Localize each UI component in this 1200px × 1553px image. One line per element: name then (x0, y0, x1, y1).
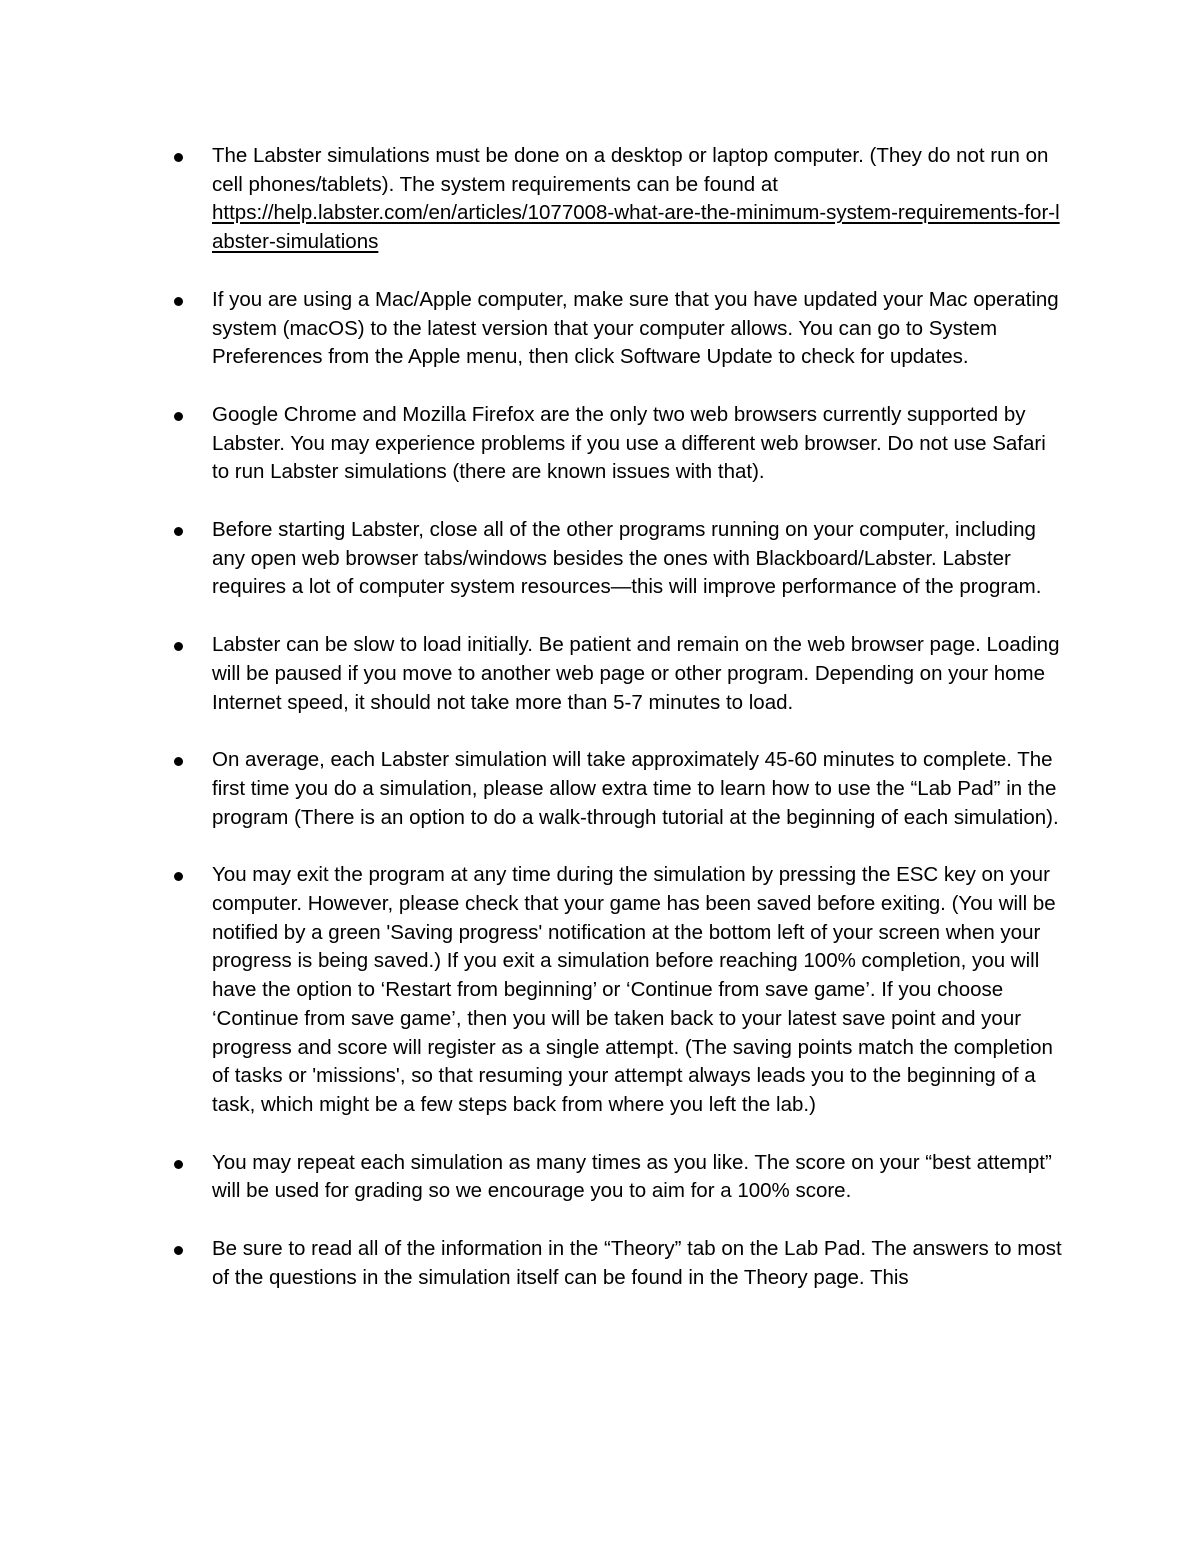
list-item-text: On average, each Labster simulation will take approximately 45-60 minutes to complete. The first time you do a simulation, please allow extra time to learn how to use the “Lab Pad” in the program (There is an option to do a walk-through tutorial at the beginning of each simulation). (212, 748, 1059, 829)
list-item (0, 286, 1062, 372)
bullet-icon (174, 757, 183, 766)
list-item-text: You may exit the program at any time during the simulation by pressing the ESC key on your computer. However, please check that your game has been saved before exiting. (You will be notified by a green 'Saving progress' notification at the bottom left of your screen when your progress is being saved.) If you exit a simulation before reaching 100% completion, you will have the option to ‘Restart from beginning’ or ‘Continue from save game’. If you choose ‘Continue from save game’, then you will be taken back to your latest save point and your progress and score will register as a single attempt. (The saving points match the completion of tasks or 'missions', so that resuming your attempt always leads you to the beginning of a task, which might be a few steps back from where you left the lab.) (212, 863, 1056, 1116)
list-item-text: Labster can be slow to load initially. Be patient and remain on the web browser page. Loading will be paused if you move to another web page or other program. Depending on your home Internet speed, it should not take more than 5-7 minutes to load. (212, 633, 1060, 714)
list-item (0, 1149, 1062, 1206)
list-item (0, 631, 1062, 717)
list-item-text: You may repeat each simulation as many times as you like. The score on your “best attempt” will be used for grading so we encourage you to aim for a 100% score. (212, 1150, 1052, 1203)
list-item-text: Be sure to read all of the information in the “Theory” tab on the Lab Pad. The answers to most of the questions in the simulation itself can be found in the Theory page. This (212, 1237, 1062, 1289)
bullet-icon (174, 642, 183, 651)
bullet-icon (174, 297, 183, 306)
list-item (0, 401, 1062, 487)
list-item-text: If you are using a Mac/Apple computer, make sure that you have updated your Mac operating system (macOS) to the latest version that your computer allows. You can go to System Preferences from the Apple menu, then click Software Update to check for updates. (212, 287, 1059, 369)
bullet-icon (174, 872, 183, 881)
bullet-icon (174, 1160, 183, 1169)
system-requirements-link[interactable]: https://help.labster.com/en/articles/1077008-what-are-the-minimum-system-requirements-for-labster-simulations (212, 201, 1060, 254)
bullet-icon (174, 412, 183, 421)
list-item (0, 861, 1062, 1119)
list-item (0, 746, 1062, 832)
list-item-text: Before starting Labster, close all of the other programs running on your computer, including any open web browser tabs/windows besides the ones with Blackboard/Labster. Labster requires a lot of computer system resources—this will improve performance of the program. (212, 518, 1042, 599)
list-item (0, 1235, 1062, 1292)
list-item (0, 516, 1062, 602)
list-item-text: The Labster simulations must be done on a desktop or laptop computer. (They do not run on cell phones/tablets). The system requirements can be found at (212, 144, 1049, 196)
list-item (0, 142, 1062, 257)
bullet-icon (174, 1246, 183, 1255)
bullet-icon (174, 527, 183, 536)
bullet-list (0, 142, 1200, 1322)
list-item-text: Google Chrome and Mozilla Firefox are the only two web browsers currently supported by Labster. You may experience problems if you use a different web browser. Do not use Safari to run Labster simulations (there are known issues with that). (212, 402, 1046, 484)
bullet-icon (174, 153, 183, 162)
